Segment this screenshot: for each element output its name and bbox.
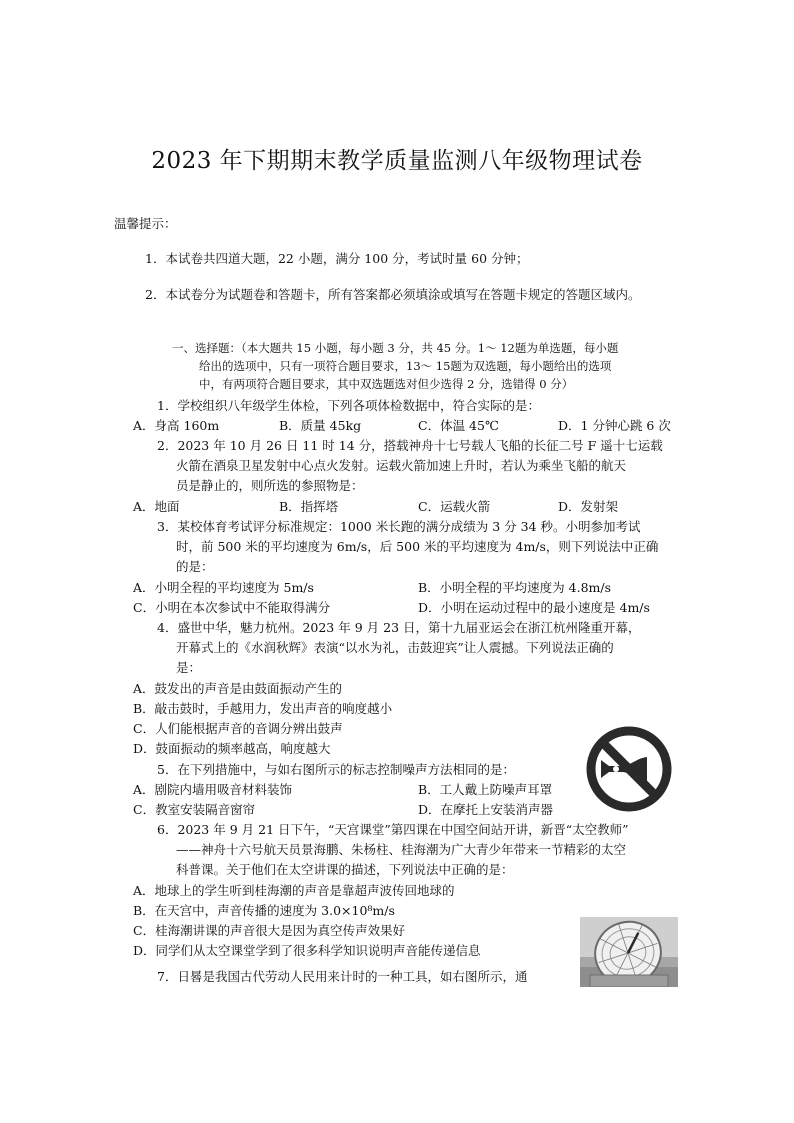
section1-line2: 给出的选项中，只有一项符合题目要求，13～ 15题为双选题，每小题给出的选项 [199, 359, 612, 373]
q2-option-b: B．指挥塔 [279, 499, 339, 514]
q1-option-a: A．身高 160m [133, 418, 220, 433]
q6-option-a: A．地球上的学生听到桂海潮的声音是靠超声波传回地球的 [133, 883, 455, 898]
q3-option-d: D．小明在运动过程中的最小速度是 4m/s [418, 600, 650, 615]
q4-line1: 4．盛世中华，魅力杭州。2023 年 9 月 23 日，第十九届亚运会在浙江杭州隆重开幕， [157, 620, 641, 635]
q3-option-a: A．小明全程的平均速度为 5m/s [133, 580, 314, 595]
sundial-image [580, 917, 678, 987]
q1-option-c: C．体温 45℃ [418, 418, 499, 433]
note-1: 1．本试卷共四道大题，22 小题，满分 100 分，考试时量 60 分钟； [145, 251, 529, 266]
q4-option-c: C．人们能根据声音的音调分辨出鼓声 [133, 721, 343, 736]
q4-line3: 是： [176, 660, 202, 675]
q4-option-d: D．鼓面振动的频率越高，响度越大 [133, 741, 331, 756]
page-title: 2023 年下期期末教学质量监测八年级物理试卷 [151, 148, 643, 174]
q2-option-a: A．地面 [133, 499, 180, 514]
q5-stem: 5．在下列措施中，与如右图所示的标志控制噪声方法相同的是： [157, 762, 515, 777]
q4-option-b: B．敲击鼓时，手越用力，发出声音的响度越小 [133, 701, 393, 716]
q2-line2: 火箭在酒泉卫星发射中心点火发射。运载火箭加速上升时，若认为乘坐飞船的航天 [176, 458, 627, 473]
q2-line3: 员是静止的，则所选的参照物是： [176, 478, 364, 493]
note-2: 2．本试卷分为试题卷和答题卡，所有答案都必须填涂或填写在答题卡规定的答题区域内。 [145, 287, 641, 302]
q1-option-d: D．1 分钟心跳 6 次 [558, 418, 671, 433]
q3-line3: 的是： [176, 559, 214, 574]
section1-line3: 中，有两项符合题目要求，其中双选题选对但少选得 2 分，选错得 0 分） [199, 377, 574, 391]
q5-option-b: B．工人戴上防噪声耳罩 [418, 782, 553, 797]
q6-line2: ——神舟十六号航天员景海鹏、朱杨柱、桂海潮为广大青少年带来一节精彩的太空 [176, 842, 627, 857]
q6-option-c: C．桂海潮讲课的声音很大是因为真空传声效果好 [133, 923, 406, 938]
q4-option-a: A．鼓发出的声音是由鼓面振动产生的 [133, 681, 343, 696]
q5-option-c: C．教室安装隔音窗帘 [133, 802, 256, 817]
q2-line1: 2．2023 年 10 月 26 日 11 时 14 分，搭载神舟十七号载人飞船的长征二号 F 遥十七运载 [157, 438, 663, 453]
q6-option-d: D．同学们从太空课堂学到了很多科学知识说明声音能传递信息 [133, 943, 481, 958]
q5-option-d: D．在摩托上安装消声器 [418, 802, 554, 817]
q3-line1: 3．某校体育考试评分标准规定：1000 米长跑的满分成绩为 3 分 34 秒。小明参加考试 [157, 519, 641, 534]
q3-option-c: C．小明在本次参试中不能取得满分 [133, 600, 331, 615]
q7-line1: 7．日晷是我国古代劳动人民用来计时的一种工具，如右图所示，通 [157, 969, 528, 984]
q1-option-b: B．质量 45kg [279, 418, 362, 433]
q4-line2: 开幕式上的《水润秋辉》表演“以水为礼，击鼓迎宾”让人震撼。下列说法正确的 [176, 640, 614, 655]
section1-line1: 一、选择题：（本大题共 15 小题，每小题 3 分，共 45 分。1～ 12题为单选题，每小题 [172, 341, 619, 355]
q6-line3: 科普课。关于他们在太空讲课的描述，下列说法中正确的是： [176, 862, 514, 877]
q6-option-b: B．在天宫中，声音传播的速度为 3.0×10⁸m/s [133, 903, 395, 918]
q2-option-c: C．运载火箭 [418, 499, 491, 514]
no-horn-icon [585, 725, 673, 813]
q1-stem: 1．学校组织八年级学生体检，下列各项体检数据中，符合实际的是： [157, 398, 540, 413]
q6-line1: 6．2023 年 9 月 21 日下午，“天宫课堂”第四课在中国空间站开讲，新晋“太空教师” [157, 822, 629, 837]
q2-option-d: D．发射架 [558, 499, 619, 514]
reminder-label: 温馨提示： [114, 216, 177, 231]
q3-line2: 时，前 500 米的平均速度为 6m/s，后 500 米的平均速度为 4m/s，则下列说法中正确 [176, 539, 659, 554]
q5-option-a: A．剧院内墙用吸音材料装饰 [133, 782, 293, 797]
q3-option-b: B．小明全程的平均速度为 4.8m/s [418, 580, 612, 595]
